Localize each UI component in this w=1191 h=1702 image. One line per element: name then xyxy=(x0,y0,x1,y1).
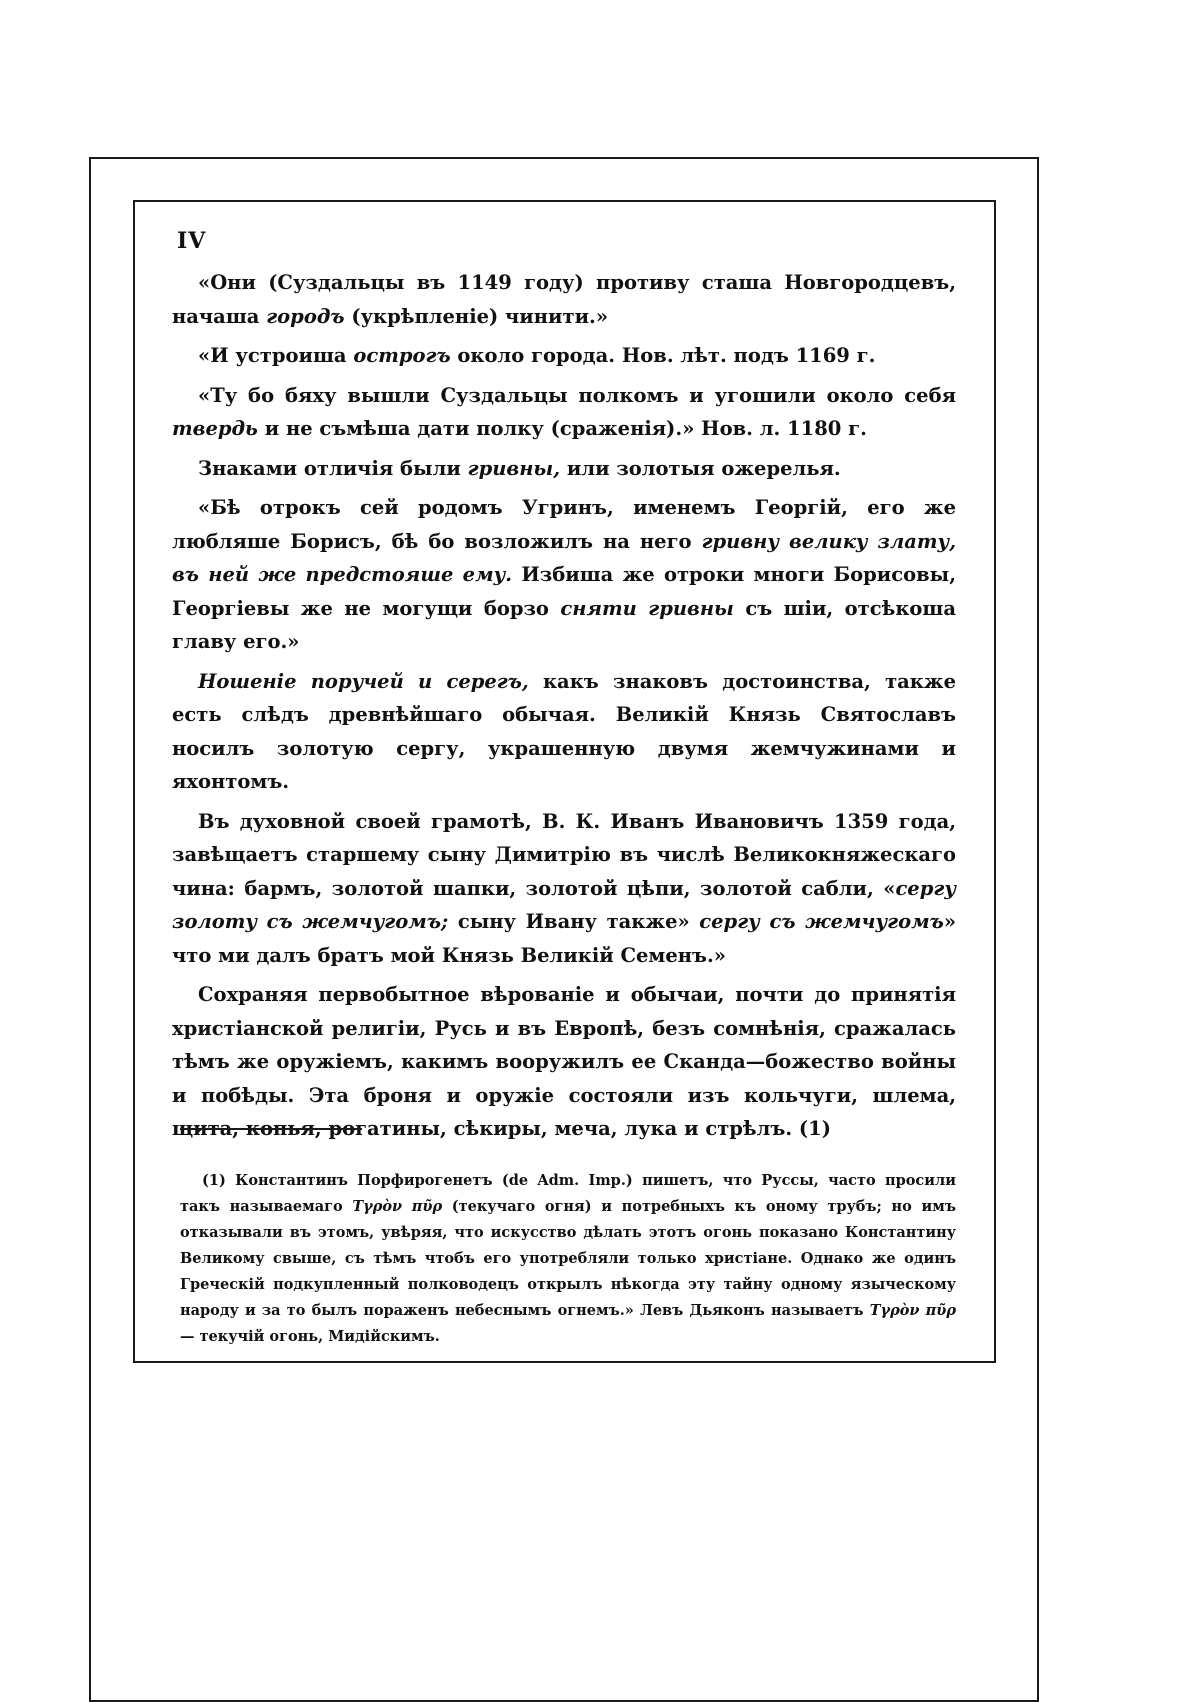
italic-text: сергу золоту съ жемчугомъ; xyxy=(172,876,956,933)
italic-text: острогъ xyxy=(353,344,451,367)
paragraph xyxy=(172,805,956,973)
paragraph xyxy=(172,266,956,333)
italic-text: сергу съ жемчугомъ xyxy=(699,910,944,933)
paragraph xyxy=(172,379,956,446)
text-run: Знаками отличія были xyxy=(198,456,468,480)
text-run: «И устроиша xyxy=(198,344,354,367)
text-run: какъ знаковъ достоинства, также есть слѣдъ древнѣйшаго обычая. Великій Князь Святославъ носилъ золотую сергу, украшенную двумя жемчужинами и яхонтомъ. xyxy=(172,669,956,793)
text-run: «Они (Суздальцы въ 1149 году) противу сташа Новгородцевъ, начаша xyxy=(172,271,956,328)
text-run: или золотыя ожерелья. xyxy=(560,456,841,480)
italic-text: сняти гривны xyxy=(560,596,734,620)
page-number: IV xyxy=(177,228,207,254)
text-run: (текучаго огня) и потребныхъ къ оному трубъ; но имъ отказывали въ этомъ, увѣряя, что искусство дѣлать этотъ огонь показано Константину Великому свыше, съ тѣмъ чтобъ его употребляли только христіане. Однако же одинъ Греческій подкупленный полководецъ открылъ нѣкогда эту тайну одному языческому народу и за то былъ пораженъ небеснымъ огнемъ.» Левъ Дьяконъ называетъ xyxy=(180,1198,956,1319)
paragraph xyxy=(172,491,956,659)
paragraph xyxy=(172,978,956,1146)
footnote xyxy=(180,1168,956,1350)
paragraph xyxy=(172,339,956,373)
italic-text: гривны, xyxy=(467,456,561,480)
text-run: съ шіи, отсѣкоша главу его.» xyxy=(172,596,957,653)
text-run: «Бѣ отрокъ сей родомъ Угринъ, именемъ Георгій, его же любляше Борисъ, бѣ бо возложилъ на него xyxy=(172,496,956,553)
text-run: около города. Нов. лѣт. подъ 1169 г. xyxy=(450,344,876,367)
italic-text: гривну велику злату, въ ней же предстояше ему. xyxy=(172,529,956,586)
text-run: Въ духовной своей грамотѣ, В. К. Иванъ Ивановичъ 1359 года, завѣщаетъ старшему сыну Димитрію въ числѣ Великокняжескаго чина: бармъ, золотой шапки, золотой цѣпи, золотой сабли, « xyxy=(172,809,956,900)
text-run: Сохраняя первобытное вѣрованіе и обычаи, почти до принятія христіанской религіи, Русь и въ Европѣ, безъ сомнѣнія, сражалась тѣмъ же оружіемъ, какимъ вооружилъ ее Сканда—божество войны и побѣды. Эта броня и оружіе состояли изъ кольчуги, шлема, щита, копья, рогатины, сѣкиры, меча, лука и стрѣлъ. (1) xyxy=(172,983,956,1140)
italic-text: твердь xyxy=(172,417,258,440)
paragraph xyxy=(172,665,956,799)
italic-text: городъ xyxy=(266,304,345,328)
italic-text: Ношеніе поручей и серегъ, xyxy=(198,669,529,693)
text-run: Избиша же отроки многи Борисовы, Георгіевы же не могущи борзо xyxy=(172,563,956,620)
text-run: (1) Константинъ Порфирогенетъ (de Adm. Imp.) пишетъ, что Руссы, часто просили такъ называемаго xyxy=(180,1172,956,1215)
footnote-separator xyxy=(180,1128,362,1130)
italic-text: Τγρὸν πῦρ xyxy=(869,1302,956,1319)
text-run: — текучій огонь, Мидійскимъ. xyxy=(180,1328,440,1345)
paragraph xyxy=(172,452,956,486)
text-run: (укрѣпленіе) чинити.» xyxy=(344,304,609,328)
text-run: сыну Ивану также» xyxy=(448,910,700,933)
text-run: и не съмѣша дати полку (сраженія).» Нов. л. 1180 г. xyxy=(257,417,867,440)
text-run: «Ту бо бяху вышли Суздальцы полкомъ и угошили около себя xyxy=(198,383,956,407)
italic-text: Τγρὸν πῦρ xyxy=(352,1198,443,1215)
text-run: » что ми далъ братъ мой Князь Великій Семенъ.» xyxy=(172,910,956,967)
main-text xyxy=(172,266,956,1152)
